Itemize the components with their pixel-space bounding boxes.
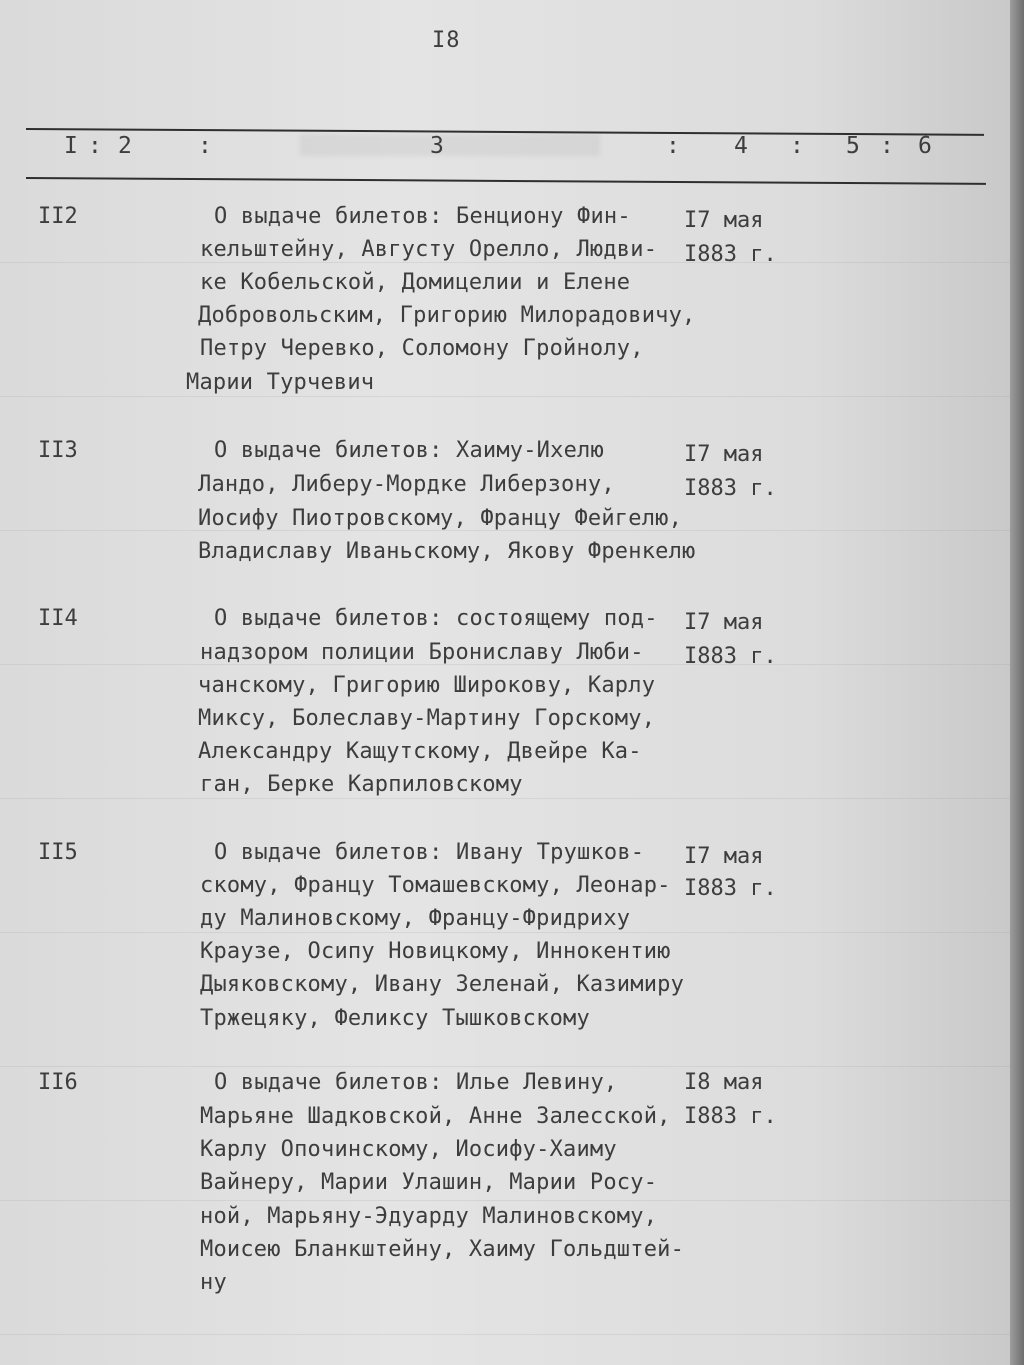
entry-date-year: I883 г. [684,644,777,669]
column-separator: : [88,133,102,159]
column-header-1: I [64,133,78,159]
entry-date-year: I883 г. [684,1104,777,1129]
entry-text-line: Марьяне Шадковской, Анне Залесской, [200,1104,671,1129]
entry-text-line: Тржецяку, Феликсу Тышковскому [200,1006,590,1031]
entry-date-year: I883 г. [684,476,777,501]
page-number: I8 [432,28,461,53]
column-header-4: 4 [734,133,748,159]
entry-text-line: Иосифу Пиотровскому, Францу Фейгелю, [198,506,683,531]
entry-text-line: О выдаче билетов: Ивану Трушков- [214,840,645,865]
entry-text-line: Петру Черевко, Соломону Гройнолу, [200,336,644,361]
entry-date-year: I883 г. [684,242,777,267]
entry-text-line: Добровольским, Григорию Милорадовичу, [198,303,696,328]
entry-text-line: надзором полиции Брониславу Люби- [200,640,644,665]
entry-number: II3 [38,438,78,463]
table-header-bottom-rule [26,177,986,185]
page-edge-shadow [1010,0,1024,1365]
entry-number: II2 [38,204,78,229]
faint-header-imprint [300,134,600,156]
entry-date-day: I7 мая [684,208,764,233]
column-separator: : [666,133,680,159]
entry-text-line: Краузе, Осипу Новицкому, Иннокентию [200,939,671,964]
entry-text-line: Владиславу Иваньскому, Якову Френкелю [198,539,696,564]
column-separator: : [790,133,804,159]
column-header-2: 2 [118,133,132,159]
column-header-6: 6 [918,133,932,159]
entry-text-line: О выдаче билетов: Илье Левину, [214,1070,618,1095]
entry-text-line: скому, Францу Томашевскому, Леонар- [200,873,671,898]
entry-number: II5 [38,840,78,865]
entry-text-line: О выдаче билетов: Бенциону Фин- [214,204,631,229]
entry-text-line: О выдаче билетов: состоящему под- [214,606,658,631]
column-header-3: 3 [430,133,444,159]
entry-text-line: Александру Кащутскому, Двейре Ка- [198,739,642,764]
entry-number: II6 [38,1070,78,1095]
entry-text-line: О выдаче билетов: Хаиму-Ихелю [214,438,604,463]
entry-date-year: I883 г. [684,876,777,901]
entry-text-line: Моисею Бланкштейну, Хаиму Гольдштей- [200,1237,685,1262]
column-separator: : [198,133,212,159]
entry-text-line: ке Кобельской, Домицелии и Елене [200,270,631,295]
entry-text-line: Марии Турчевич [186,370,375,395]
entry-text-line: Вайнеру, Марии Улашин, Марии Росу- [200,1170,658,1195]
entry-text-line: чанскому, Григорию Широкову, Карлу [198,673,656,698]
entry-text-line: ду Малиновскому, Францу-Фридриху [200,906,631,931]
entry-text-line: ну [200,1270,227,1295]
entry-text-line: кельштейну, Августу Орелло, Людви- [200,237,658,262]
entry-text-line: Миксу, Болеславу-Мартину Горскому, [198,706,656,731]
entry-text-line: Ландо, Либеру-Мордке Либерзону, [198,472,615,497]
entry-text-line: ган, Берке Карпиловскому [200,772,523,797]
entry-date-day: I8 мая [684,1070,764,1095]
entry-date-day: I7 мая [684,442,764,467]
entry-text-line: ной, Марьяну-Эдуарду Малиновскому, [200,1204,658,1229]
entry-date-day: I7 мая [684,844,764,869]
entry-text-line: Карлу Опочинскому, Иосифу-Хаиму [200,1137,617,1162]
column-header-5: 5 [846,133,860,159]
entry-text-line: Дыяковскому, Ивану Зеленай, Казимиру [200,972,685,997]
entry-date-day: I7 мая [684,610,764,635]
column-separator: : [880,133,894,159]
entry-number: II4 [38,606,78,631]
